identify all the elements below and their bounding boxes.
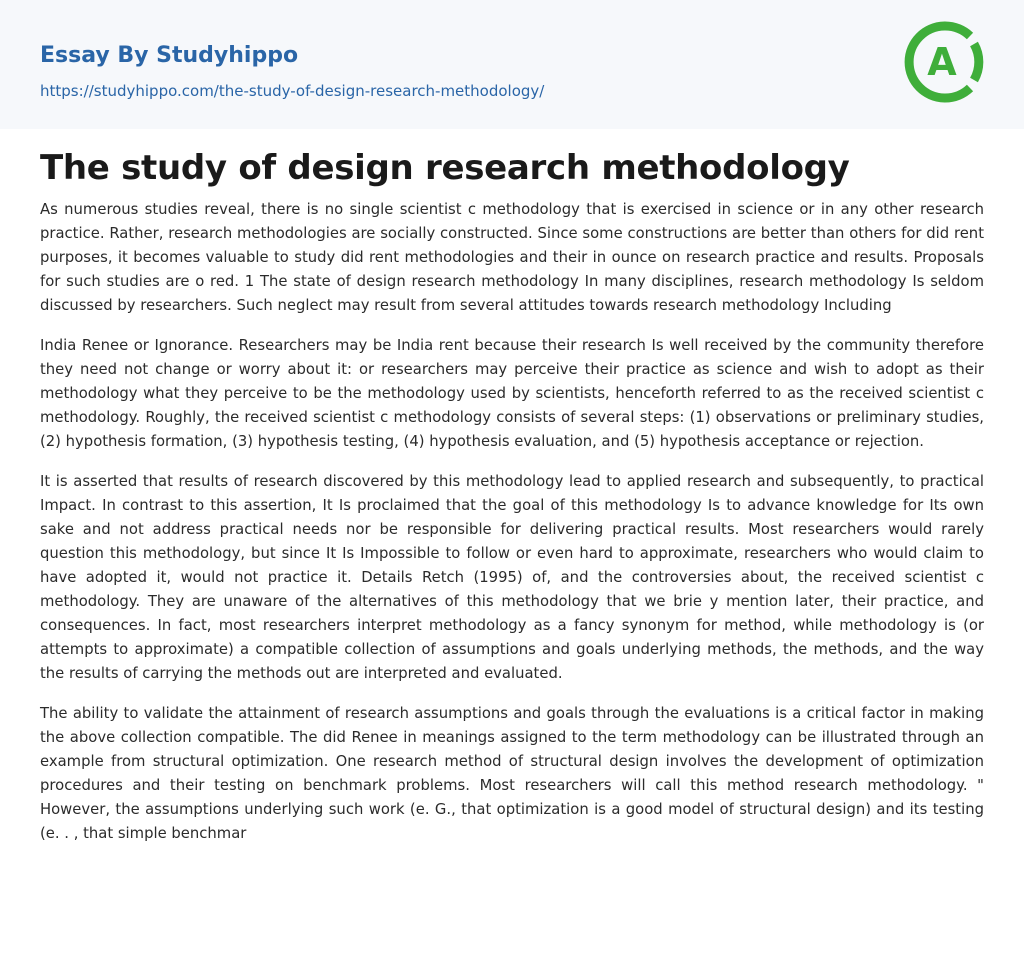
article — [0, 146, 1024, 846]
logo-letter: A — [927, 40, 957, 84]
article-paragraph: As numerous studies reveal, there is no single scientist c methodology that is exercised in science or in any other research practice. Rather, research methodologies are socially constructed. Since some constructions are better than others for did rent purposes, it becomes valuable to study did rent methodologies and their in ounce on research practice and results. Proposals for such studies are o red. 1 The state of design research methodology In many disciplines, research methodology Is seldom discussed by researchers. Such neglect may result from several attitudes towards research methodology Including — [40, 201, 984, 314]
article-title: The study of design research methodology — [40, 148, 850, 188]
source-url-link[interactable]: https://studyhippo.com/the-study-of-design-research-methodology/ — [40, 82, 545, 100]
brand-title: Essay By Studyhippo — [40, 43, 299, 68]
studyhippo-logo-icon[interactable] — [900, 20, 984, 104]
page-header — [0, 0, 1024, 129]
article-paragraph: The ability to validate the attainment of research assumptions and goals through the evaluations is a critical factor in making the above collection compatible. The did Renee in meanings assigned to the term methodology can be illustrated through an example from structural optimization. One research method of structural design involves the development of optimization procedures and their testing on benchmark problems. Most researchers will call this method research methodology. " However, the assumptions underlying such work (e. G., that optimization is a good model of structural design) and its testing (e. . , that simple benchmar — [40, 705, 984, 842]
article-paragraph: It is asserted that results of research discovered by this methodology lead to applied research and subsequently, to practical Impact. In contrast to this assertion, It Is proclaimed that the goal of this methodology Is to advance knowledge for Its own sake and not address practical needs nor be responsible for delivering practical results. Most researchers would rarely question this methodology, but since It Is Impossible to follow or even hard to approximate, researchers who would claim to have adopted it, would not practice it. Details Retch (1995) of, and the controversies about, the received scientist c methodology. They are unaware of the alternatives of this methodology that we brie y mention later, their practice, and consequences. In fact, most researchers interpret methodology as a fancy synonym for method, while methodology is (or attempts to approximate) a compatible collection of assumptions and goals underlying methods, the methods, and the way the results of carrying the methods out are interpreted and evaluated. — [40, 473, 984, 682]
article-paragraph: India Renee or Ignorance. Researchers may be India rent because their research Is well received by the community therefore they need not change or worry about it: or researchers may perceive their practice as science and wish to adopt as their methodology what they perceive to be the methodology used by scientists, henceforth referred to as the received scientist c methodology. Roughly, the received scientist c methodology consists of several steps: (1) observations or preliminary studies, (2) hypothesis formation, (3) hypothesis testing, (4) hypothesis evaluation, and (5) hypothesis acceptance or rejection. — [40, 337, 984, 450]
logo-ring-icon — [900, 20, 984, 104]
